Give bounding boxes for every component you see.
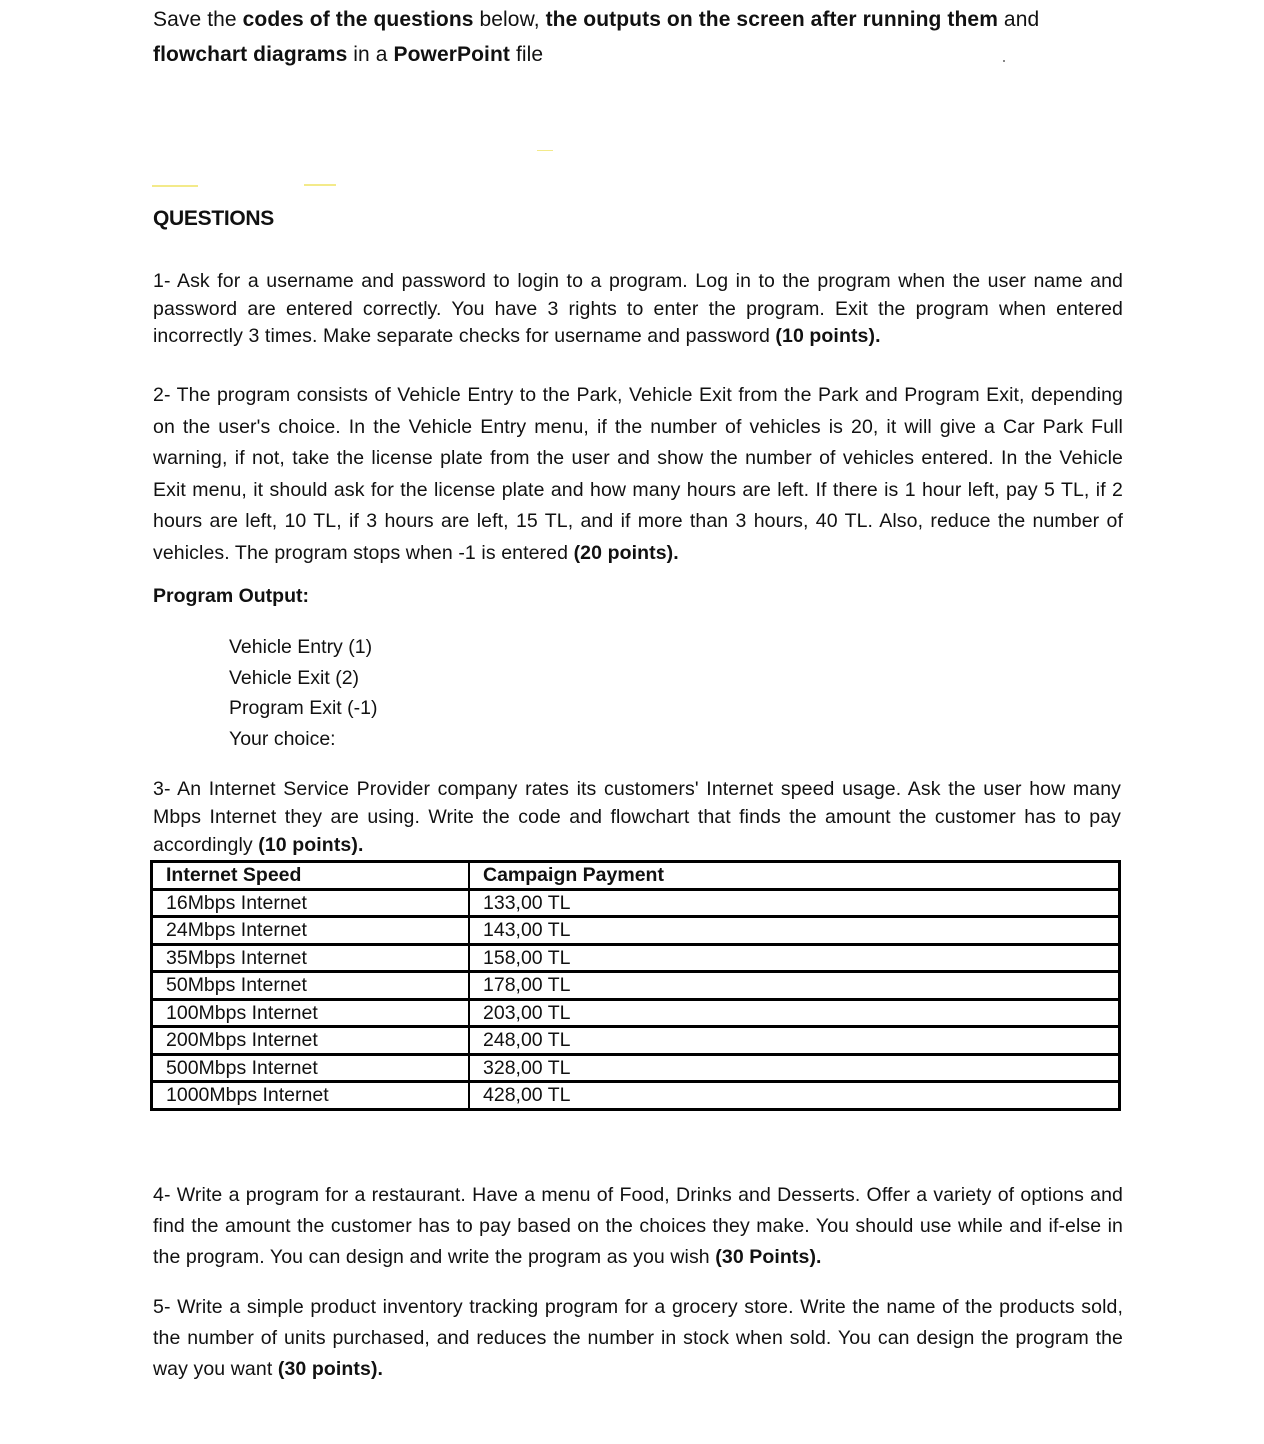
question-1 (153, 268, 1123, 351)
question-5 (153, 1292, 1123, 1385)
payment-cell: 178,00 TL (469, 972, 1120, 1000)
intro-part: in a (347, 43, 394, 66)
question-text: 2- The program consists of Vehicle Entry to the Park, Vehicle Exit from the Park and Program Exit, depending on the user's choice. In the Vehicle Entry menu, if the number of vehicles is 20, it will give a Car Park Full warning, if not, take the license plate from the user and show the number of vehicles entered. In the Vehicle Exit menu, it should ask for the license plate and how many hours are left. If there is 1 hour left, pay 5 TL, if 2 hours are left, 10 TL, if 3 hours are left, 15 TL, and if more than 3 hours, 40 TL. Also, reduce the number of vehicles. The program stops when -1 is entered (153, 384, 1123, 564)
table-row (152, 972, 1120, 1000)
questions-heading: QUESTIONS (153, 207, 274, 230)
question-points: (20 points). (573, 541, 679, 564)
intro-part: Save the (153, 8, 243, 31)
intro-part-bold: PowerPoint (393, 43, 511, 66)
speed-cell: 200Mbps Internet (152, 1027, 470, 1055)
table-row (152, 944, 1120, 972)
question-points: (10 points). (775, 325, 881, 347)
speed-cell: 35Mbps Internet (152, 944, 470, 972)
question-points: (30 points). (277, 1358, 384, 1380)
output-line: Vehicle Entry (1) (229, 636, 373, 658)
payment-cell: 428,00 TL (469, 1082, 1120, 1110)
question-2 (153, 380, 1123, 569)
question-points: (10 points). (258, 834, 364, 856)
payment-cell: 203,00 TL (469, 999, 1120, 1027)
scan-speck (1003, 60, 1005, 62)
column-header: Internet Speed (152, 862, 470, 890)
payment-cell: 328,00 TL (469, 1054, 1120, 1082)
payment-cell: 248,00 TL (469, 1027, 1120, 1055)
payment-cell: 143,00 TL (469, 917, 1120, 945)
output-line: Program Exit (-1) (229, 697, 378, 719)
column-header: Campaign Payment (469, 862, 1120, 890)
highlight-mark (304, 184, 336, 186)
speed-cell: 100Mbps Internet (152, 999, 470, 1027)
payment-cell: 158,00 TL (469, 944, 1120, 972)
intro-part: below, (473, 8, 546, 31)
question-text: 1- Ask for a username and password to login to a program. Log in to the program when the user name and password are entered correctly. You have 3 rights to enter the program. Exit the program when entered incorrectly 3 times. Make separate checks for username and password (153, 270, 1123, 347)
intro-part-bold: flowchart diagrams (153, 43, 348, 66)
question-text: 4- Write a program for a restaurant. Have a menu of Food, Drinks and Desserts. Offer a variety of options and find the amount the customer has to pay based on the choices they make. You should use while and if-else in the program. You can design and write the program as you wish (153, 1184, 1123, 1268)
table-row (152, 889, 1120, 917)
table-header-row (152, 862, 1120, 890)
table-row (152, 999, 1120, 1027)
table-row (152, 1027, 1120, 1055)
table-row (152, 1054, 1120, 1082)
question-text: 3- An Internet Service Provider company rates its customers' Internet speed usage. Ask the user how many Mbps Internet they are using. Write the code and flowchart that finds the amount the customer has to pay accordingly (153, 778, 1121, 856)
instructions-intro (153, 2, 1118, 72)
intro-part-bold: codes of the questions (242, 8, 474, 31)
program-output-label: Program Output: (153, 585, 309, 607)
table-row (152, 1082, 1120, 1110)
table-row (152, 917, 1120, 945)
question-points: (30 Points). (715, 1246, 822, 1268)
highlight-mark (152, 185, 198, 187)
output-line: Your choice: (229, 727, 336, 750)
payment-cell: 133,00 TL (469, 889, 1120, 917)
question-text: 5- Write a simple product inventory tracking program for a grocery store. Write the name of the products sold, the number of units purchased, and reduces the number in stock when sold. You can design the program the way you want (153, 1296, 1123, 1380)
speed-cell: 1000Mbps Internet (152, 1082, 470, 1110)
question-3 (153, 775, 1121, 859)
speed-cell: 50Mbps Internet (152, 972, 470, 1000)
highlight-mark (537, 150, 553, 151)
program-output-lines (229, 632, 377, 754)
intro-part: file (510, 43, 544, 66)
output-line: Vehicle Exit (2) (229, 666, 360, 689)
internet-speed-table (150, 860, 1121, 1111)
intro-part: and (998, 8, 1040, 31)
speed-cell: 24Mbps Internet (152, 917, 470, 945)
speed-cell: 16Mbps Internet (152, 889, 470, 917)
question-4 (153, 1180, 1123, 1273)
intro-part-bold: the outputs on the screen after running them (545, 8, 998, 31)
speed-cell: 500Mbps Internet (152, 1054, 470, 1082)
